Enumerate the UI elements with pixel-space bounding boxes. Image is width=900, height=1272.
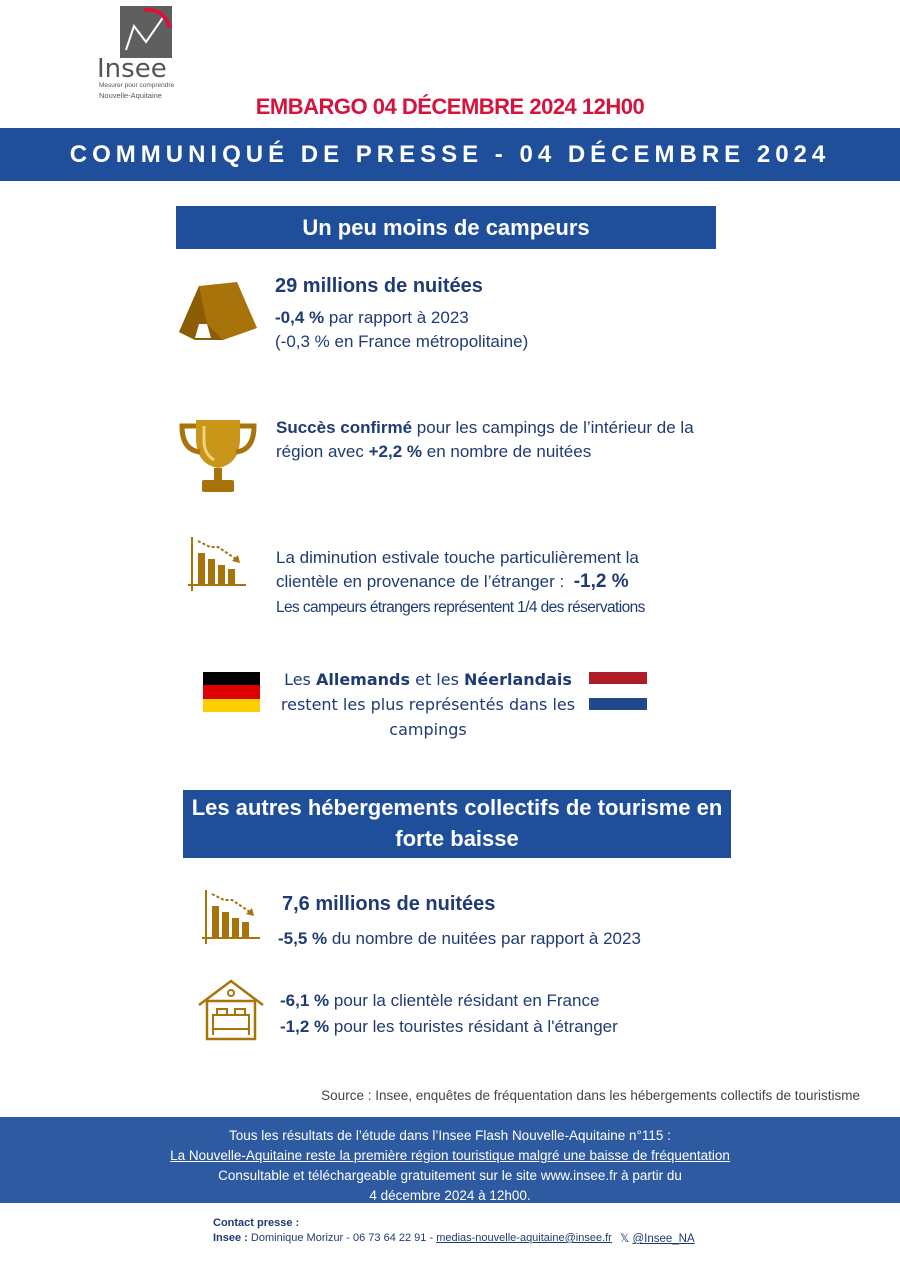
footer-line3: Consultable et téléchargeable gratuitement sur le site www.insee.fr à partir du <box>218 1168 682 1183</box>
accommodation-icon <box>197 979 265 1046</box>
s1-item4-text: Les Allemands et les Néerlandais restent les plus représentés dans les campings <box>280 670 576 739</box>
footer-line4: 4 décembre 2024 à 12h00. <box>369 1188 531 1203</box>
section1-title: Un peu moins de campeurs <box>176 206 716 249</box>
trophy-icon <box>178 416 258 501</box>
s2-item2-line2: -1,2 % pour les touristes résidant à l'étranger <box>280 1017 618 1036</box>
logo-region: Nouvelle-Aquitaine <box>99 91 162 100</box>
logo-tagline: Mesurer pour comprendre <box>99 82 175 89</box>
section2-title: Les autres hébergements collectifs de tourisme en forte baisse <box>183 790 731 858</box>
contact-label: Contact presse : <box>213 1217 300 1229</box>
s2-item2-line1: -6,1 % pour la clientèle résidant en France <box>280 991 600 1010</box>
study-link[interactable]: La Nouvelle-Aquitaine reste la première région touristique malgré une baisse de fréquentation <box>170 1148 730 1163</box>
footer-banner <box>0 1117 900 1203</box>
contact-email-link[interactable]: medias-nouvelle-aquitaine@insee.fr <box>436 1232 612 1244</box>
x-account[interactable]: 𝕏 @Insee_NA <box>620 1233 695 1245</box>
logo-word: Insee <box>97 54 167 84</box>
press-release-banner: COMMUNIQUÉ DE PRESSE - 04 DÉCEMBRE 2024 <box>0 128 900 181</box>
germany-flag <box>203 672 260 712</box>
press-contact: Contact presse : Insee : Dominique Morizur - 06 73 64 22 91 - medias-nouvelle-aquitaine@insee.fr <box>213 1217 612 1244</box>
x-icon: 𝕏 <box>620 1233 630 1245</box>
declining-chart-icon <box>202 888 262 951</box>
s1-item3-text: La diminution estivale touche particulièrement la clientèle en provenance de l’étranger : -1,2 % <box>276 548 639 592</box>
footer-line1: Tous les résultats de l’étude dans l’Insee Flash Nouvelle-Aquitaine n°115 : <box>229 1128 671 1143</box>
s1-item1-line1: -0,4 % par rapport à 2023 <box>275 308 469 327</box>
insee-logo-mark <box>120 6 172 58</box>
netherlands-flag <box>589 672 647 710</box>
tent-icon <box>177 280 259 347</box>
embargo-notice: EMBARGO 04 DÉCEMBRE 2024 12H00 <box>255 94 645 119</box>
s2-item1-headline: 7,6 millions de nuitées <box>282 893 496 915</box>
source-note: Source : Insee, enquêtes de fréquentation dans les hébergements collectifs de touristisme <box>321 1088 860 1103</box>
declining-chart-icon <box>188 535 248 598</box>
s1-item1-headline: 29 millions de nuitées <box>275 275 483 297</box>
s1-item2-text: Succès confirmé pour les campings de l’intérieur de la région avec +2,2 % en nombre de nuitées <box>276 418 694 461</box>
s2-item1-line: -5,5 % du nombre de nuitées par rapport à 2023 <box>278 929 641 948</box>
s1-item1-line2: (-0,3 % en France métropolitaine) <box>275 332 529 351</box>
s1-item3-subline: Les campeurs étrangers représentent 1/4 des réservations <box>276 599 645 616</box>
